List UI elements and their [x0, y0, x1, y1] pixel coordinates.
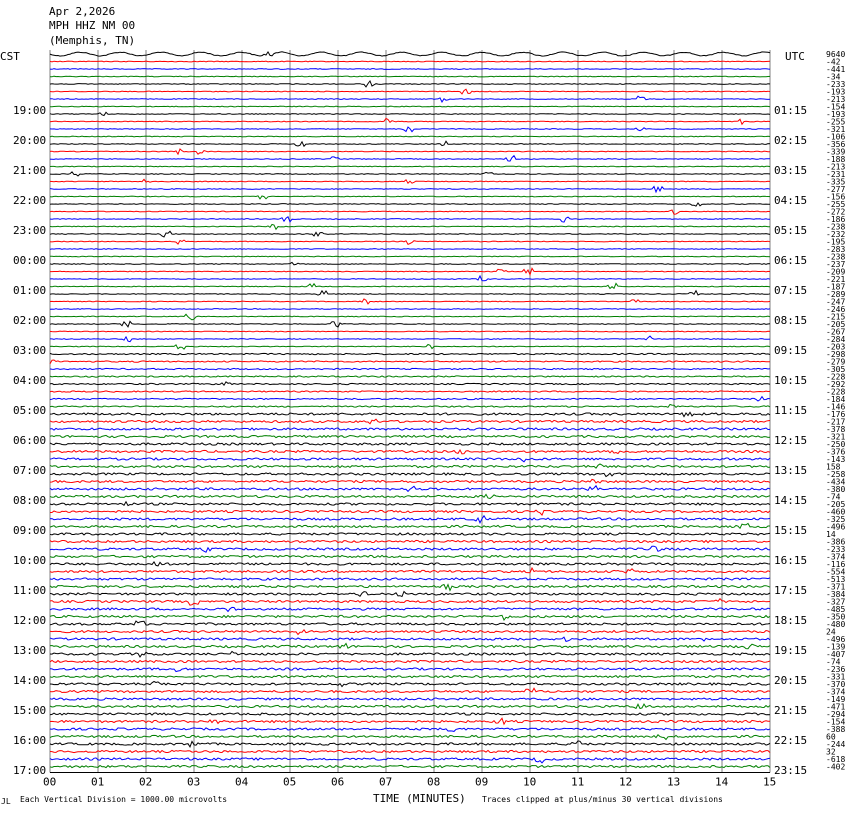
cst-hour-label: 01:00: [13, 284, 47, 297]
trace-mean-label: -237: [826, 260, 846, 269]
seismic-trace: [50, 52, 770, 56]
trace-mean-label: -232: [826, 230, 846, 239]
trace-mean-label: -154: [826, 717, 846, 727]
x-tick-label: 00: [43, 775, 57, 789]
seismic-trace: [50, 360, 770, 364]
seismic-trace: [50, 765, 770, 767]
seismic-trace: [50, 644, 770, 649]
seismic-trace: [50, 276, 770, 281]
trace-mean-label: -238: [826, 252, 846, 262]
trace-mean-label: -74: [826, 657, 841, 667]
seismic-trace: [50, 502, 770, 506]
trace-mean-label: -187: [826, 282, 846, 292]
utc-hour-label: 23:15: [774, 764, 808, 777]
scale-note: Each Vertical Division = 1000.00 microvolts: [20, 795, 228, 804]
trace-mean-label: -258: [826, 470, 846, 479]
trace-mean-label: -215: [826, 312, 846, 322]
cst-hour-label: 03:00: [13, 344, 47, 357]
cst-hour-label: 16:00: [13, 734, 47, 747]
seismic-trace: [50, 675, 770, 677]
seismic-trace: [50, 621, 770, 625]
trace-mean-label: -370: [826, 680, 846, 689]
trace-mean-label: -376: [826, 447, 846, 457]
seismic-trace: [50, 688, 770, 692]
x-tick-label: 05: [283, 775, 297, 789]
x-tick-label: 08: [427, 775, 441, 789]
utc-hour-label: 21:15: [774, 704, 808, 717]
trace-mean-label: -74: [826, 492, 841, 502]
trace-mean-label: -371: [826, 582, 846, 592]
trace-mean-label: -284: [826, 335, 846, 344]
trace-mean-label: -471: [826, 702, 846, 712]
trace-mean-label: -513: [826, 575, 846, 584]
trace-mean-label: -279: [826, 357, 846, 367]
trace-mean-label: -331: [826, 672, 846, 682]
seismic-trace: [50, 592, 770, 597]
seismic-trace: [50, 585, 770, 591]
seismic-trace: [50, 179, 770, 183]
seismic-trace: [50, 262, 770, 264]
trace-mean-label: -374: [826, 687, 846, 697]
trace-mean-label: -228: [826, 372, 846, 382]
seismic-trace: [50, 149, 770, 154]
seismic-trace: [50, 376, 770, 377]
seismic-trace: [50, 599, 770, 606]
trace-mean-label: -156: [826, 192, 846, 202]
seismic-trace: [50, 533, 770, 535]
utc-hour-label: 06:15: [774, 254, 808, 267]
seismic-trace: [50, 231, 770, 237]
x-tick-label: 07: [379, 775, 393, 789]
seismic-trace: [50, 668, 770, 672]
trace-mean-label: -356: [826, 140, 846, 149]
seismic-trace: [50, 112, 770, 115]
utc-hour-label: 13:15: [774, 464, 808, 477]
seismic-trace: [50, 118, 770, 124]
cst-hour-label: 19:00: [13, 104, 47, 117]
seismic-trace: [50, 637, 770, 641]
trace-mean-label: -195: [826, 237, 846, 247]
seismic-trace: [50, 428, 770, 430]
seismic-trace: [50, 291, 770, 295]
trace-mean-label: -221: [826, 275, 846, 284]
seismic-trace: [50, 256, 770, 257]
trace-mean-label: 158: [826, 462, 841, 472]
seismic-trace: [50, 443, 770, 445]
clip-note: Traces clipped at plus/minus 30 vertical divisions: [482, 795, 723, 804]
seismic-trace: [50, 524, 770, 529]
seismic-trace: [50, 405, 770, 408]
seismic-trace: [50, 397, 770, 401]
seismic-trace: [50, 486, 770, 492]
trace-mean-label: -618: [826, 755, 846, 764]
trace-mean-label: -250: [826, 440, 846, 449]
trace-mean-label: -193: [826, 87, 846, 97]
seismic-trace: [50, 479, 770, 483]
trace-mean-label: -327: [826, 597, 846, 607]
x-tick-label: 12: [619, 775, 633, 789]
chart-date: Apr 2,2026: [49, 5, 116, 18]
trace-mean-label: -496: [826, 522, 846, 532]
utc-hour-label: 04:15: [774, 194, 808, 207]
cst-hour-label: 14:00: [13, 674, 47, 687]
trace-mean-label: -350: [826, 612, 846, 622]
left-zone-label: CST: [0, 50, 20, 63]
trace-mean-label: -292: [826, 380, 846, 389]
trace-mean-label: -176: [826, 410, 846, 419]
seismic-trace: [50, 473, 770, 477]
station-code: MPH HHZ NM 00: [49, 19, 136, 32]
cst-hour-label: 12:00: [13, 614, 47, 627]
seismic-trace: [50, 336, 770, 342]
utc-hour-label: 19:15: [774, 644, 808, 657]
utc-hour-label: 14:15: [774, 494, 808, 507]
trace-mean-label: -34: [826, 72, 841, 82]
seismic-trace: [50, 607, 770, 611]
cst-hour-label: 21:00: [13, 164, 47, 177]
cst-hour-label: 00:00: [13, 254, 47, 267]
utc-hour-label: 18:15: [774, 614, 808, 627]
trace-mean-label: -335: [826, 177, 846, 187]
trace-mean-label: -139: [826, 642, 846, 652]
seismic-trace: [50, 391, 770, 392]
seismic-trace: [50, 225, 770, 230]
trace-mean-label: -149: [826, 695, 846, 704]
seismic-trace: [50, 368, 770, 369]
trace-mean-label: -213: [826, 162, 846, 172]
trace-mean-label: -255: [826, 200, 846, 209]
trace-mean-label: -193: [826, 110, 846, 119]
utc-hour-label: 16:15: [774, 554, 808, 567]
x-tick-label: 13: [667, 775, 681, 789]
trace-mean-label: -339: [826, 147, 846, 157]
seismic-trace: [50, 156, 770, 161]
utc-hour-label: 11:15: [774, 404, 808, 417]
x-tick-label: 14: [715, 775, 729, 789]
seismic-trace: [50, 718, 770, 724]
trace-mean-label: -294: [826, 710, 846, 719]
seismic-trace: [50, 217, 770, 222]
footer-mark: JL: [1, 797, 11, 806]
seismic-trace: [50, 464, 770, 468]
seismic-trace: [50, 166, 770, 167]
seismic-trace: [50, 540, 770, 542]
trace-mean-label: -205: [826, 320, 846, 329]
trace-mean-label: -283: [826, 245, 846, 254]
utc-hour-label: 22:15: [774, 734, 808, 747]
seismic-trace: [50, 562, 770, 566]
trace-mean-label: -289: [826, 290, 846, 299]
seismic-trace: [50, 435, 770, 437]
x-tick-label: 03: [187, 775, 201, 789]
x-tick-label: 04: [235, 775, 249, 789]
trace-mean-label: -485: [826, 605, 846, 614]
trace-mean-label: -231: [826, 170, 846, 179]
trace-mean-label: -42: [826, 57, 841, 67]
x-tick-label: 01: [91, 775, 105, 789]
trace-mean-label: -388: [826, 725, 846, 734]
seismic-trace: [50, 682, 770, 687]
trace-mean-label: -460: [826, 507, 846, 517]
seismic-traces: [50, 52, 770, 768]
cst-hour-label: 04:00: [13, 374, 47, 387]
x-tick-label: 10: [523, 775, 537, 789]
seismic-trace: [50, 61, 770, 62]
trace-mean-label: -116: [826, 560, 846, 569]
trace-mean-label: -386: [826, 537, 846, 547]
trace-mean-label: -146: [826, 402, 846, 412]
seismic-trace: [50, 136, 770, 137]
seismic-trace: [50, 494, 770, 498]
trace-mean-label: -233: [826, 545, 846, 554]
cst-hour-label: 09:00: [13, 524, 47, 537]
seismic-trace: [50, 187, 770, 193]
trace-mean-label: -480: [826, 620, 846, 629]
cst-hour-label: 02:00: [13, 314, 47, 327]
seismic-trace: [50, 210, 770, 214]
seismic-trace: [50, 69, 770, 70]
trace-mean-label: -554: [826, 567, 846, 577]
seismic-trace: [50, 172, 770, 176]
seismic-trace: [50, 76, 770, 77]
utc-hour-label: 01:15: [774, 104, 808, 117]
seismic-trace: [50, 268, 770, 274]
x-axis-ticks: [43, 776, 776, 789]
trace-mean-label: 14: [826, 530, 836, 539]
utc-hour-label: 10:15: [774, 374, 808, 387]
trace-mean-label: -213: [826, 95, 846, 104]
seismic-trace: [50, 203, 770, 206]
trace-mean-label: -298: [826, 350, 846, 359]
trace-mean-label: -441: [826, 65, 846, 74]
seismic-trace: [50, 382, 770, 385]
trace-mean-label: 32: [826, 747, 836, 757]
seismic-trace: [50, 89, 770, 94]
trace-mean-label: -267: [826, 327, 846, 337]
seismic-trace: [50, 750, 770, 752]
trace-mean-label: -402: [826, 762, 846, 772]
seismic-trace: [50, 516, 770, 523]
seismic-trace: [50, 419, 770, 424]
trace-mean-label: -154: [826, 102, 846, 112]
seismic-trace: [50, 555, 770, 557]
trace-mean-label: -378: [826, 425, 846, 434]
cst-hour-label: 05:00: [13, 404, 47, 417]
trace-mean-label: -305: [826, 365, 846, 374]
x-axis-title: TIME (MINUTES): [373, 792, 466, 805]
seismic-trace: [50, 106, 770, 107]
trace-mean-labels: [826, 50, 845, 772]
x-tick-label: 15: [763, 775, 777, 789]
cst-hour-label: 17:00: [13, 764, 47, 777]
trace-mean-label: 9640: [826, 50, 846, 59]
trace-mean-label: -277: [826, 185, 846, 194]
cst-hour-label: 20:00: [13, 134, 47, 147]
seismic-trace: [50, 578, 770, 580]
seismic-trace: [50, 450, 770, 454]
trace-mean-label: 60: [826, 732, 836, 742]
seismic-trace: [50, 309, 770, 310]
seismic-trace: [50, 741, 770, 747]
trace-mean-label: -255: [826, 117, 846, 127]
seismic-trace: [50, 758, 770, 763]
trace-mean-label: -374: [826, 552, 846, 562]
trace-mean-label: -188: [826, 155, 846, 164]
trace-mean-label: -244: [826, 740, 846, 749]
cst-hour-label: 11:00: [13, 584, 47, 597]
cst-hour-label: 06:00: [13, 434, 47, 447]
trace-mean-label: -233: [826, 80, 846, 89]
trace-mean-label: -321: [826, 432, 846, 442]
seismic-trace: [50, 568, 770, 573]
seismic-trace: [50, 630, 770, 635]
seismic-trace: [50, 353, 770, 354]
trace-mean-label: -228: [826, 387, 846, 397]
trace-mean-label: -272: [826, 207, 846, 217]
x-tick-label: 02: [139, 775, 153, 789]
utc-hour-label: 17:15: [774, 584, 808, 597]
trace-mean-label: -205: [826, 500, 846, 509]
seismic-trace: [50, 321, 770, 327]
cst-hour-label: 15:00: [13, 704, 47, 717]
seismic-trace: [50, 651, 770, 657]
seismic-trace: [50, 283, 770, 288]
seismic-trace: [50, 412, 770, 416]
seismic-trace: [50, 331, 770, 332]
trace-mean-label: -186: [826, 215, 846, 224]
trace-mean-label: -384: [826, 590, 846, 599]
seismic-trace: [50, 660, 770, 662]
trace-mean-label: -184: [826, 395, 846, 404]
trace-mean-label: -325: [826, 515, 846, 524]
utc-hour-label: 07:15: [774, 284, 808, 297]
seismic-trace: [50, 698, 770, 700]
trace-mean-label: -380: [826, 485, 846, 494]
seismic-trace: [50, 458, 770, 462]
utc-hour-labels: [774, 104, 807, 777]
trace-mean-label: -247: [826, 297, 846, 307]
seismic-trace: [50, 96, 770, 102]
seismic-trace: [50, 735, 770, 740]
seismic-trace: [50, 345, 770, 350]
trace-mean-label: -106: [826, 132, 846, 142]
cst-hour-label: 23:00: [13, 224, 47, 237]
station-location: (Memphis, TN): [49, 34, 136, 47]
right-zone-label: UTC: [785, 50, 805, 63]
seismic-trace: [50, 314, 770, 320]
trace-mean-label: -434: [826, 477, 846, 487]
x-tick-label: 11: [571, 775, 585, 789]
seismic-trace: [50, 704, 770, 708]
trace-mean-label: -246: [826, 305, 846, 314]
cst-hour-label: 10:00: [13, 554, 47, 567]
utc-hour-label: 09:15: [774, 344, 808, 357]
utc-hour-label: 08:15: [774, 314, 808, 327]
seismic-trace: [50, 127, 770, 132]
trace-mean-label: -217: [826, 417, 846, 427]
trace-mean-label: -407: [826, 650, 846, 659]
trace-mean-label: 24: [826, 627, 836, 637]
seismic-trace: [50, 713, 770, 715]
seismic-trace: [50, 299, 770, 304]
utc-hour-label: 02:15: [774, 134, 808, 147]
x-tick-label: 09: [475, 775, 489, 789]
seismic-trace: [50, 728, 770, 732]
seismic-trace: [50, 615, 770, 620]
utc-hour-label: 05:15: [774, 224, 808, 237]
seismic-trace: [50, 196, 770, 199]
trace-mean-label: -143: [826, 455, 846, 464]
seismic-trace: [50, 240, 770, 244]
utc-hour-label: 20:15: [774, 674, 808, 687]
seismic-trace: [50, 81, 770, 87]
utc-hour-label: 12:15: [774, 434, 808, 447]
cst-hour-label: 08:00: [13, 494, 47, 507]
trace-mean-label: -321: [826, 125, 846, 134]
x-tick-label: 06: [331, 775, 345, 789]
seismic-trace: [50, 249, 770, 250]
trace-mean-label: -236: [826, 665, 846, 674]
utc-hour-label: 15:15: [774, 524, 808, 537]
cst-hour-label: 22:00: [13, 194, 47, 207]
trace-mean-label: -209: [826, 267, 846, 277]
seismic-trace: [50, 510, 770, 515]
trace-mean-label: -203: [826, 342, 846, 352]
trace-mean-label: -496: [826, 635, 846, 644]
cst-hour-label: 07:00: [13, 464, 47, 477]
cst-hour-labels: [13, 104, 46, 777]
cst-hour-label: 13:00: [13, 644, 47, 657]
trace-mean-label: -238: [826, 222, 846, 232]
utc-hour-label: 03:15: [774, 164, 808, 177]
seismic-trace: [50, 141, 770, 146]
seismic-trace: [50, 546, 770, 552]
